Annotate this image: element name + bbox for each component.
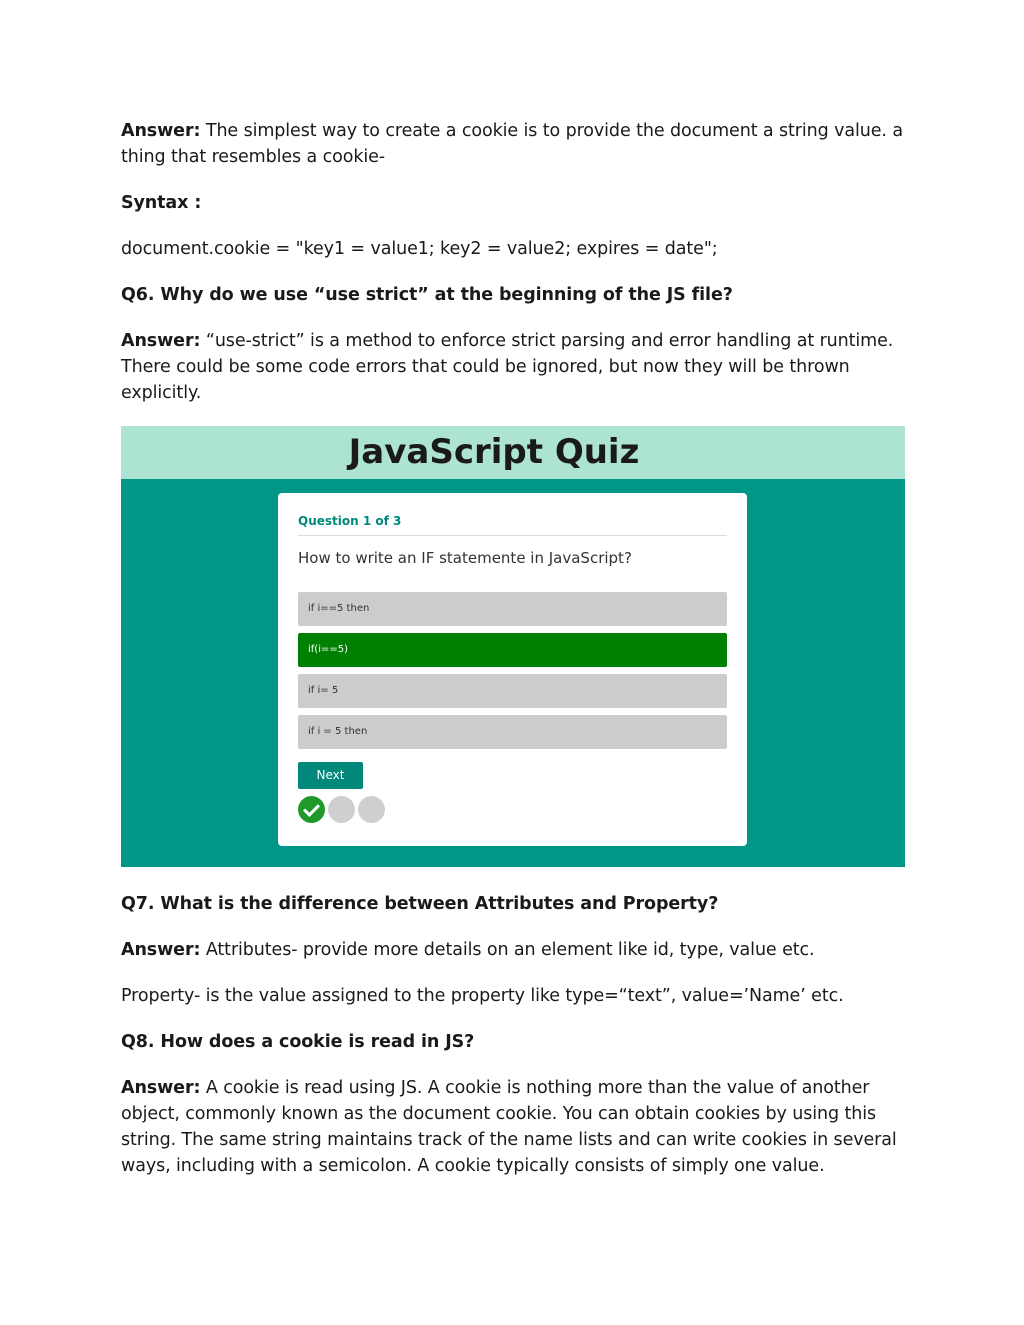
answer-7 [121, 937, 905, 963]
option-2-selected[interactable]: if(i==5) [298, 633, 727, 667]
option-3[interactable]: if i= 5 [298, 674, 727, 708]
option-1[interactable]: if i==5 then [298, 592, 727, 626]
answer-5 [121, 118, 905, 170]
option-4[interactable]: if i = 5 then [298, 715, 727, 749]
answer-text: The simplest way to create a cookie is to provide the document a string value. a thing that resembles a cookie- [121, 121, 903, 167]
divider [298, 535, 727, 536]
syntax-code: document.cookie = "key1 = value1; key2 = value2; expires = date"; [121, 239, 718, 259]
document-page [121, 118, 905, 1179]
property-definition: Property- is the value assigned to the property like type=“text”, value=’Name’ etc. [121, 986, 844, 1006]
quiz-screenshot [121, 426, 905, 867]
progress-dot-icon [328, 796, 355, 823]
answer-label: Answer: [121, 940, 201, 960]
progress-dot-icon [358, 796, 385, 823]
question-8: Q8. How does a cookie is read in JS? [121, 1032, 475, 1052]
progress-check-icon [298, 796, 325, 823]
next-button[interactable]: Next [298, 762, 363, 789]
answer-label: Answer: [121, 331, 201, 351]
answer-text: Attributes- provide more details on an element like id, type, value etc. [200, 940, 815, 960]
answer-8 [121, 1075, 905, 1179]
question-7: Q7. What is the difference between Attributes and Property? [121, 894, 719, 914]
answer-label: Answer: [121, 121, 201, 141]
answer-6 [121, 328, 905, 406]
question-progress: Question 1 of 3 [298, 514, 402, 528]
answer-label: Answer: [121, 1078, 201, 1098]
syntax-label: Syntax : [121, 193, 202, 213]
answer-text: “use-strict” is a method to enforce strict parsing and error handling at runtime. There could be some code errors that could be ignored, but now they will be thrown explicitly. [121, 331, 894, 403]
quiz-header [121, 426, 905, 479]
quiz-title: JavaScript Quiz [348, 432, 640, 472]
question-6: Q6. Why do we use “use strict” at the beginning of the JS file? [121, 285, 733, 305]
quiz-card [278, 493, 747, 846]
quiz-question: How to write an IF statemente in JavaScript? [298, 549, 632, 567]
answer-text: A cookie is read using JS. A cookie is nothing more than the value of another object, commonly known as the document cookie. You can obtain cookies by using this string. The same string maintains track of the name lists and can write cookies in several ways, including with a semicolon. A cookie typically consists of simply one value. [121, 1078, 897, 1176]
